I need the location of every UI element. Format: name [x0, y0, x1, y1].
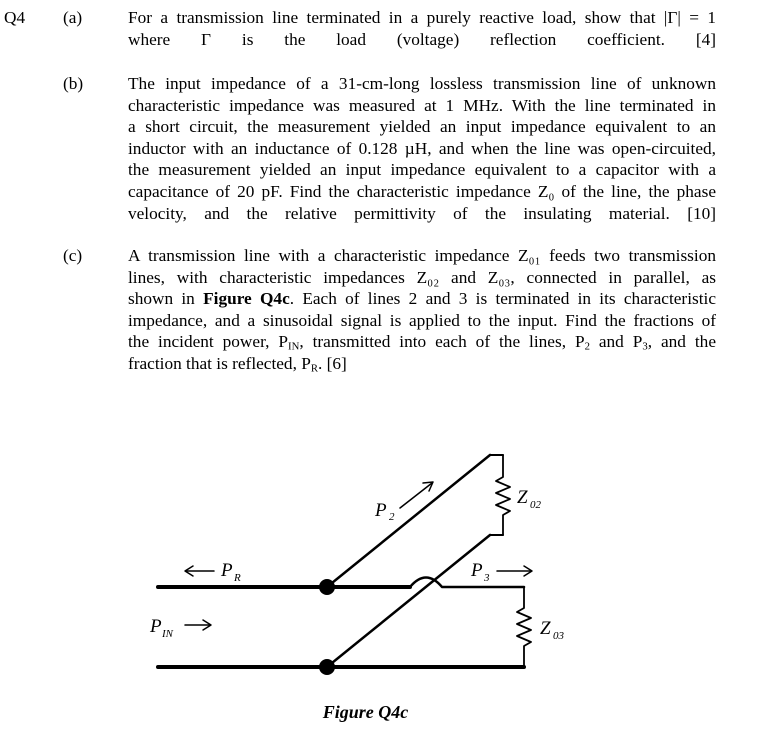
part-c-line-4: impedance, and a sinusoidal signal is applied to the input. Find the fractions of: [128, 310, 716, 330]
label-z03: Z: [540, 618, 551, 639]
part-c-marks: [6]: [326, 353, 347, 373]
line2-lower-conductor: [327, 455, 490, 587]
part-c-label: (c): [63, 246, 83, 265]
part-c-line-1: A transmission line with a characteristic impedance Z₀₁ feeds two transmission: [128, 246, 716, 265]
label-pin-sub: IN: [162, 628, 173, 640]
part-c-line-6-a: fraction that is reflected, P: [128, 353, 311, 373]
z02-resistor: [496, 455, 510, 535]
figure-caption: Figure Q4c: [322, 702, 409, 722]
question-number: Q4: [4, 8, 26, 27]
part-a-marks: [4]: [695, 29, 716, 49]
part-a-label: (a): [63, 8, 83, 27]
part-a-line-1: For a transmission line terminated in a purely reactive load, show that |Γ| = 1: [128, 8, 716, 27]
label-z02: Z: [517, 487, 528, 508]
label-pr: P: [221, 560, 233, 581]
part-b-line-1: The input impedance of a 31-cm-long lossless transmission line of unknown: [128, 74, 716, 93]
label-p2-sub: 2: [389, 511, 395, 523]
part-b-line-3: a short circuit, the measurement yielded an input impedance equivalent to an: [128, 117, 716, 137]
part-b-line-2: characteristic impedance was measured at 1 MHz. With the line terminated in: [128, 95, 716, 115]
part-b-label: (b): [63, 74, 84, 93]
part-c-line-3-a: shown in: [128, 289, 195, 309]
part-b-line-6: capacitance of 20 pF. Find the characteristic impedance Z₀ of the line, the phase: [128, 181, 716, 201]
part-c-line-3-b: . Each of lines 2 and 3 is terminated in its characteristic: [289, 289, 716, 309]
part-c-pin-sub: IN: [288, 341, 300, 354]
label-pin: P: [150, 616, 162, 637]
line2-upper-conductor: [327, 535, 490, 667]
part-c-p2-sub: 2: [584, 341, 590, 354]
z03-resistor: [517, 587, 531, 667]
label-p3-sub: 3: [484, 572, 490, 584]
label-p2: P: [375, 500, 387, 521]
label-p3: P: [471, 560, 483, 581]
part-b-line-5: the measurement yielded an input impedance equivalent to a capacitor with a: [128, 160, 716, 180]
part-c-line-5-c: and P: [589, 332, 643, 352]
part-c-figure-ref: Figure Q4c: [203, 289, 290, 309]
part-c-line-5-d: , and the: [647, 332, 716, 352]
part-b-line-4: inductor with an inductance of 0.128 µH, and when the line was open-circuited,: [128, 138, 716, 158]
label-pr-sub: R: [234, 572, 241, 584]
part-b-line-7-text: velocity, and the relative permittivity of the insulating material.: [128, 203, 670, 223]
part-a-line-2-text: where Γ is the load (voltage) reflection coefficient.: [128, 29, 665, 49]
junction-bottom: [319, 659, 335, 675]
label-z03-sub: 03: [553, 630, 564, 642]
label-z02-sub: 02: [530, 499, 541, 511]
part-b-marks: [10]: [687, 203, 717, 223]
part-c-p3-sub: 3: [642, 341, 648, 354]
part-c-line-5-b: , transmitted into each of the lines, P: [299, 332, 585, 352]
part-c-line-5-a: the incident power, P: [128, 332, 289, 352]
junction-top: [319, 579, 335, 595]
part-c-line-2: lines, with characteristic impedances Z₀₂ and Z₀₃, connected in parallel, as: [128, 267, 716, 287]
part-c-pr-sub: R: [310, 362, 318, 375]
part-c-line-6-b: .: [317, 353, 323, 373]
